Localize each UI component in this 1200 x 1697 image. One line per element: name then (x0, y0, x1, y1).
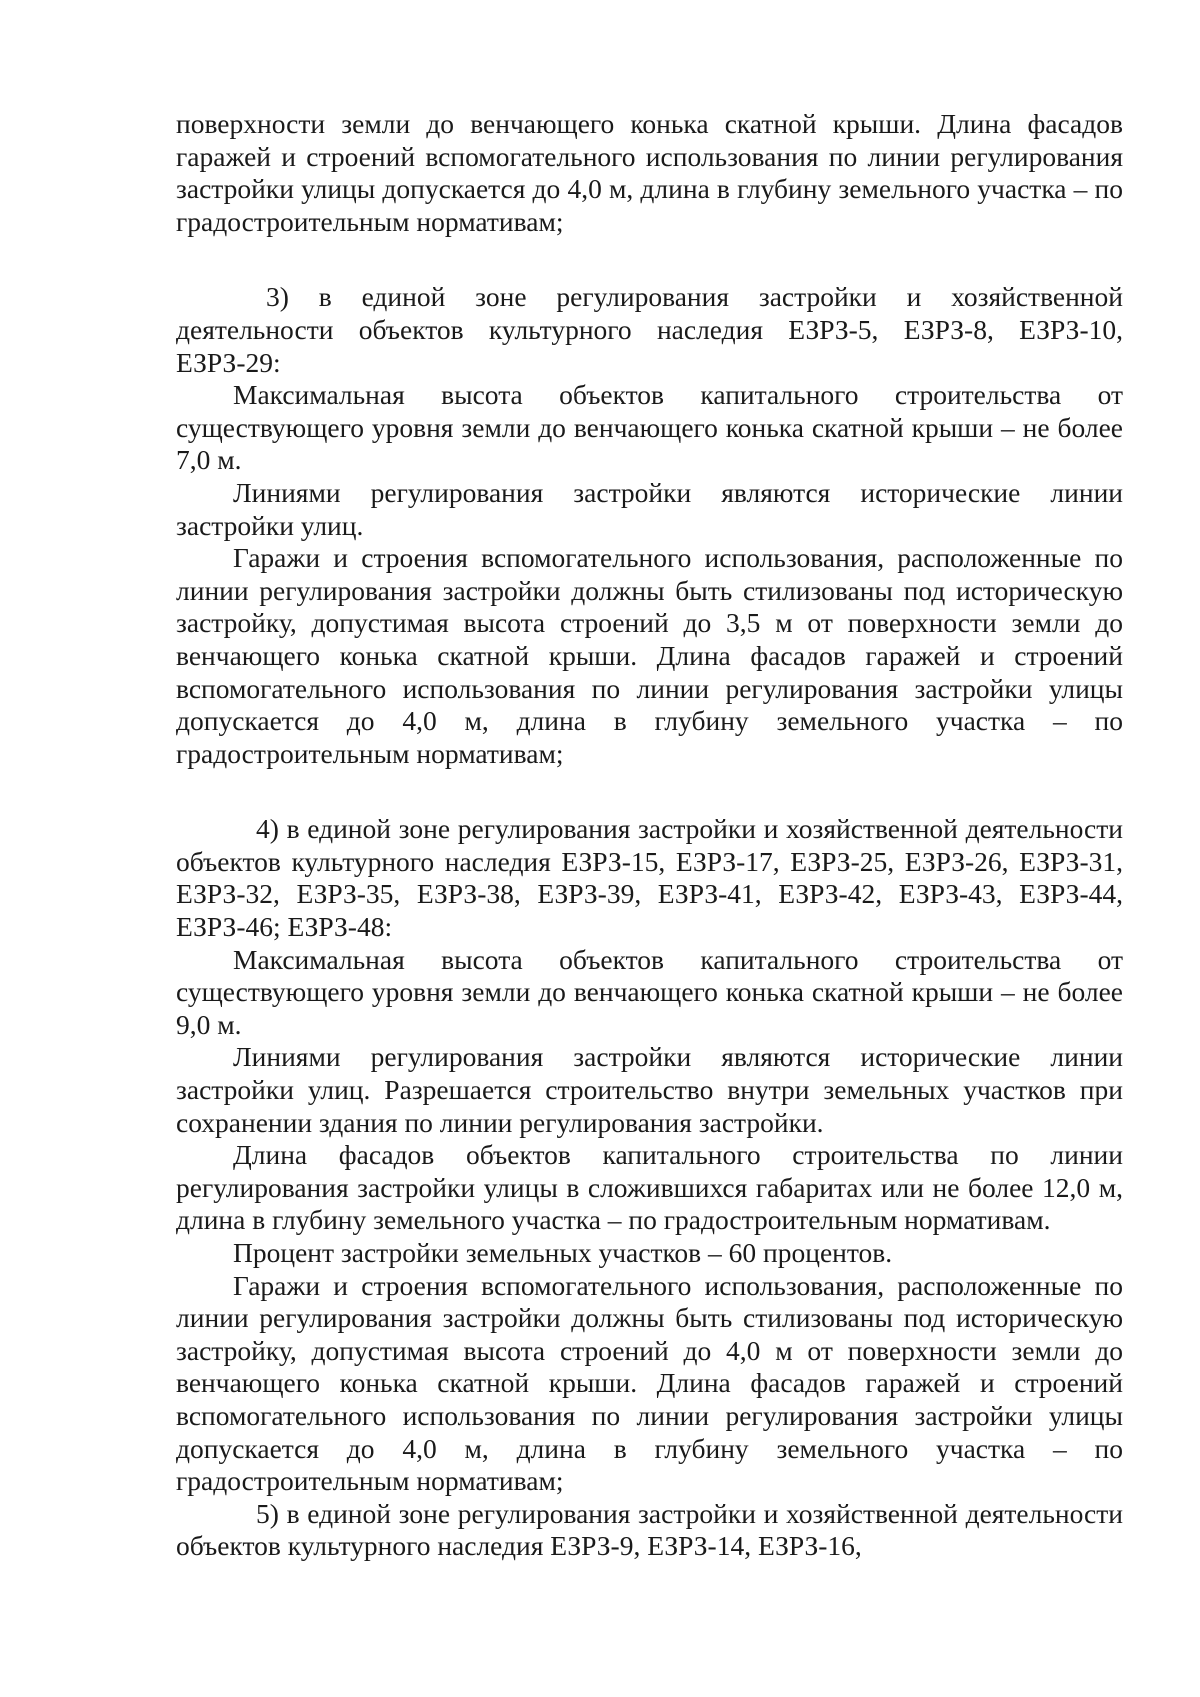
document-page (176, 108, 1123, 1563)
item-4-heading: 4) в единой зоне регулирования застройки и хозяйственной деятельности объектов культурного наследия ЕЗРЗ-15, ЕЗРЗ-17, ЕЗРЗ-25, ЕЗРЗ-26, ЕЗРЗ-31, ЕЗРЗ-32, ЕЗРЗ-35, ЕЗРЗ-38, ЕЗРЗ-39, ЕЗРЗ-41, ЕЗРЗ-42, ЕЗРЗ-43, ЕЗРЗ-44, ЕЗРЗ-46; ЕЗРЗ-48: (176, 813, 1123, 943)
item-4-build-percent: Процент застройки земельных участков – 60 процентов. (233, 1237, 893, 1268)
item-4-regulation-lines: Линиями регулирования застройки являются исторические линии застройки улиц. Разрешается строительство внутри земельных участков при сохранении здания по линии регулирования застройки. (176, 1041, 1123, 1138)
item-3-max-height: Максимальная высота объектов капитального строительства от существующего уровня земли до венчающего конька скатной крыши – не более 7,0 м. (176, 379, 1123, 476)
item-4-facade-length: Длина фасадов объектов капитального строительства по линии регулирования застройки улицы в сложившихся габаритах или не более 12,0 м, длина в глубину земельного участка – по градостроительным нормативам. (176, 1139, 1123, 1236)
item-3-regulation-lines: Линиями регулирования застройки являются исторические линии застройки улиц. (176, 476, 1123, 541)
item-3-heading: 3) в единой зоне регулирования застройки и хозяйственной деятельности объектов культурного наследия ЕЗРЗ-5, ЕЗРЗ-8, ЕЗРЗ-10, ЕЗРЗ-29: (176, 281, 1123, 378)
item-5-heading: 5) в единой зоне регулирования застройки и хозяйственной деятельности объектов культурного наследия ЕЗРЗ-9, ЕЗРЗ-14, ЕЗРЗ-16, (176, 1497, 1123, 1562)
item-4-max-height: Максимальная высота объектов капитального строительства от существующего уровня земли до венчающего конька скатной крыши – не более 9,0 м. (176, 943, 1123, 1040)
paragraph-continuation: поверхности земли до венчающего конька скатной крыши. Длина фасадов гаражей и строений вспомогательного использования по линии регулирования застройки улицы допускается до 4,0 м, длина в глубину земельного участка – по градостроительным нормативам; (176, 108, 1123, 237)
item-4-garages: Гаражи и строения вспомогательного использования, расположенные по линии регулирования застройки должны быть стилизованы под историческую застройку, допустимая высота строений до 4,0 м от поверхности земли до венчающего конька скатной крыши. Длина фасадов гаражей и строений вспомогательного использования по линии регулирования застройки улицы допускается до 4,0 м, длина в глубину земельного участка – по градостроительным нормативам; (176, 1269, 1123, 1497)
item-3-garages: Гаражи и строения вспомогательного использования, расположенные по линии регулирования застройки должны быть стилизованы под историческую застройку, допустимая высота строений до 3,5 м от поверхности земли до венчающего конька скатной крыши. Длина фасадов гаражей и строений вспомогательного использования по линии регулирования застройки улицы допускается до 4,0 м, длина в глубину земельного участка – по градостроительным нормативам; (176, 542, 1123, 769)
